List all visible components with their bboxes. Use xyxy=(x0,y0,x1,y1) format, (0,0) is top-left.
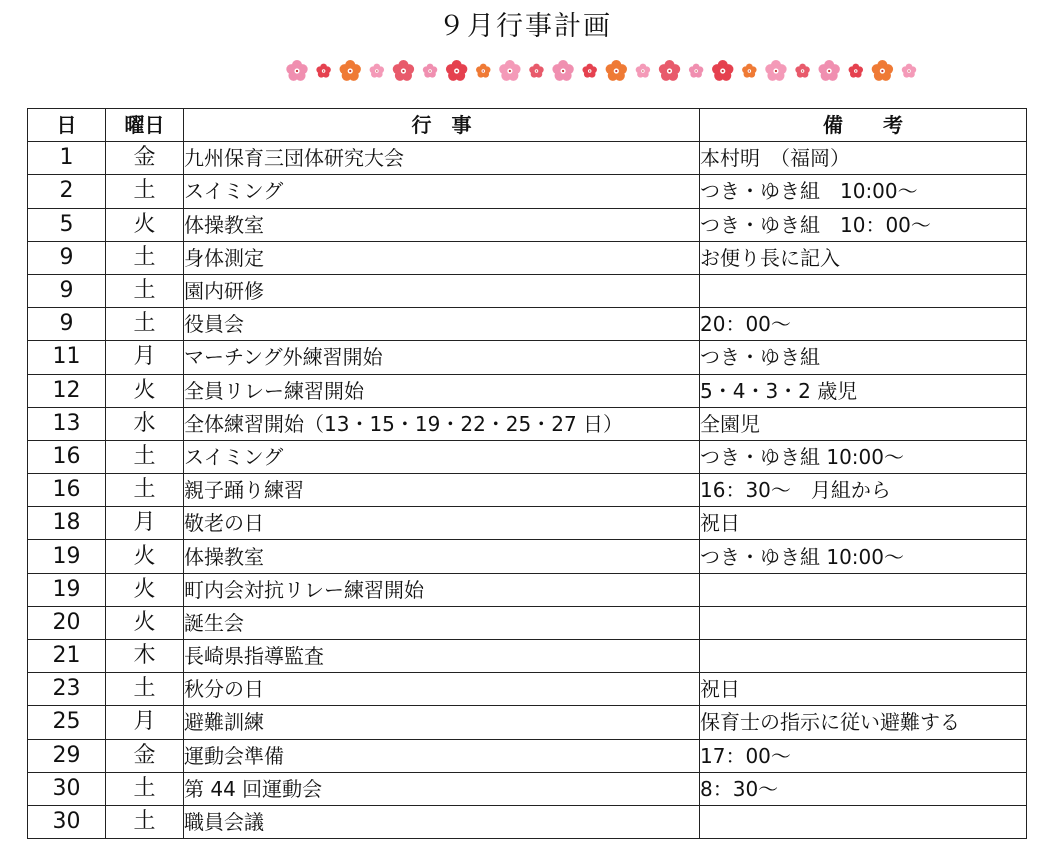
event-schedule-table xyxy=(27,108,1027,839)
cell-day-of-week: 火 xyxy=(106,606,184,639)
cell-day-of-week: 木 xyxy=(106,640,184,673)
cell-day: 2 xyxy=(28,175,106,208)
cell-day: 9 xyxy=(28,274,106,307)
cell-day: 9 xyxy=(28,308,106,341)
cell-day-of-week: 土 xyxy=(106,805,184,838)
flower-icon xyxy=(712,60,733,81)
flower-icon xyxy=(818,60,839,81)
table-row xyxy=(28,573,1027,606)
cell-day: 1 xyxy=(28,142,106,175)
cell-day-of-week: 火 xyxy=(106,374,184,407)
cell-day-of-week: 土 xyxy=(106,474,184,507)
cell-day: 25 xyxy=(28,706,106,739)
cell-event: 秋分の日 xyxy=(184,673,700,706)
cell-day-of-week: 土 xyxy=(106,308,184,341)
cell-event: 第 44 回運動会 xyxy=(184,772,700,805)
cell-day: 29 xyxy=(28,739,106,772)
table-row xyxy=(28,739,1027,772)
flower-icon xyxy=(446,60,467,81)
cell-day-of-week: 土 xyxy=(106,440,184,473)
flower-icon xyxy=(316,64,330,78)
flower-icon xyxy=(393,60,414,81)
cell-event: 九州保育三団体研究大会 xyxy=(184,142,700,175)
cell-note: 祝日 xyxy=(700,673,1027,706)
cell-day-of-week: 火 xyxy=(106,208,184,241)
cell-day: 16 xyxy=(28,474,106,507)
cell-note: お便り長に記入 xyxy=(700,241,1027,274)
table-row xyxy=(28,706,1027,739)
cell-day: 5 xyxy=(28,208,106,241)
cell-event: 誕生会 xyxy=(184,606,700,639)
cell-event: 体操教室 xyxy=(184,540,700,573)
flower-icon xyxy=(849,64,863,78)
cell-event: 町内会対抗リレー練習開始 xyxy=(184,573,700,606)
flower-icon xyxy=(606,60,627,81)
cell-event: 全体練習開始（13・15・19・22・25・27 日） xyxy=(184,407,700,440)
cell-note: 20：00～ xyxy=(700,308,1027,341)
cell-note: 保育士の指示に従い避難する xyxy=(700,706,1027,739)
table-row xyxy=(28,374,1027,407)
cell-event: 長崎県指導監査 xyxy=(184,640,700,673)
table-row xyxy=(28,440,1027,473)
cell-note: つき・ゆき組 xyxy=(700,341,1027,374)
table-row xyxy=(28,772,1027,805)
cell-day-of-week: 月 xyxy=(106,706,184,739)
cell-day: 16 xyxy=(28,440,106,473)
cell-note: つき・ゆき組 10:00～ xyxy=(700,540,1027,573)
cell-day-of-week: 土 xyxy=(106,274,184,307)
flower-icon xyxy=(765,60,786,81)
table-row xyxy=(28,208,1027,241)
cell-event: 職員会議 xyxy=(184,805,700,838)
cell-event: スイミング xyxy=(184,175,700,208)
flower-icon xyxy=(476,64,490,78)
flower-icon xyxy=(552,60,573,81)
cell-day-of-week: 月 xyxy=(106,341,184,374)
header-day: 日 xyxy=(28,109,106,142)
flower-icon xyxy=(286,60,307,81)
cell-event: 避難訓練 xyxy=(184,706,700,739)
table-row xyxy=(28,640,1027,673)
cell-day-of-week: 水 xyxy=(106,407,184,440)
table-row xyxy=(28,606,1027,639)
page-title: ９月行事計画 xyxy=(438,11,612,42)
table-row xyxy=(28,241,1027,274)
cell-day-of-week: 金 xyxy=(106,739,184,772)
cell-day-of-week: 火 xyxy=(106,573,184,606)
flower-icon xyxy=(902,64,916,78)
cell-note: 全園児 xyxy=(700,407,1027,440)
cell-event: スイミング xyxy=(184,440,700,473)
flower-icon xyxy=(340,60,361,81)
cell-day: 13 xyxy=(28,407,106,440)
cell-note: 16：30～ 月組から xyxy=(700,474,1027,507)
flower-border xyxy=(283,56,923,88)
cell-event: 役員会 xyxy=(184,308,700,341)
cell-event: 体操教室 xyxy=(184,208,700,241)
cell-event: 全員リレー練習開始 xyxy=(184,374,700,407)
table-row xyxy=(28,308,1027,341)
table-row xyxy=(28,407,1027,440)
flower-icon xyxy=(742,64,756,78)
cell-event: 親子踊り練習 xyxy=(184,474,700,507)
cell-day: 19 xyxy=(28,540,106,573)
cell-day-of-week: 金 xyxy=(106,142,184,175)
cell-note xyxy=(700,274,1027,307)
cell-note: 祝日 xyxy=(700,507,1027,540)
table-row xyxy=(28,507,1027,540)
cell-note: つき・ゆき組 10:00～ xyxy=(700,175,1027,208)
cell-day: 23 xyxy=(28,673,106,706)
cell-event: 身体測定 xyxy=(184,241,700,274)
cell-note: 8：30～ xyxy=(700,772,1027,805)
table-header-row xyxy=(28,109,1027,142)
flower-icon xyxy=(659,60,680,81)
cell-day: 30 xyxy=(28,772,106,805)
flower-icon xyxy=(370,64,384,78)
table-row xyxy=(28,175,1027,208)
table-row xyxy=(28,341,1027,374)
cell-event: 敬老の日 xyxy=(184,507,700,540)
cell-note xyxy=(700,640,1027,673)
flower-icon xyxy=(636,64,650,78)
cell-day-of-week: 月 xyxy=(106,507,184,540)
cell-day: 9 xyxy=(28,241,106,274)
cell-note: 17：00～ xyxy=(700,739,1027,772)
cell-note: 5・4・3・2 歳児 xyxy=(700,374,1027,407)
cell-day: 30 xyxy=(28,805,106,838)
cell-day-of-week: 火 xyxy=(106,540,184,573)
cell-day: 12 xyxy=(28,374,106,407)
cell-event: 園内研修 xyxy=(184,274,700,307)
cell-day-of-week: 土 xyxy=(106,175,184,208)
table-row xyxy=(28,805,1027,838)
cell-day: 21 xyxy=(28,640,106,673)
header-event: 行 事 xyxy=(184,109,700,142)
flower-icon xyxy=(529,64,543,78)
flower-icon xyxy=(872,60,893,81)
cell-note xyxy=(700,573,1027,606)
flower-icon xyxy=(582,64,596,78)
cell-day-of-week: 土 xyxy=(106,241,184,274)
table-row xyxy=(28,142,1027,175)
cell-note: 本村明 （福岡） xyxy=(700,142,1027,175)
cell-day: 18 xyxy=(28,507,106,540)
flower-icon xyxy=(499,60,520,81)
cell-note: つき・ゆき組 10：00～ xyxy=(700,208,1027,241)
cell-event: マーチング外練習開始 xyxy=(184,341,700,374)
table-body xyxy=(28,142,1027,839)
cell-note: つき・ゆき組 10:00～ xyxy=(700,440,1027,473)
cell-note xyxy=(700,606,1027,639)
cell-day: 19 xyxy=(28,573,106,606)
header-day-of-week: 曜日 xyxy=(106,109,184,142)
cell-note xyxy=(700,805,1027,838)
flower-icon xyxy=(423,64,437,78)
cell-day: 20 xyxy=(28,606,106,639)
header-note: 備 考 xyxy=(700,109,1027,142)
table-row xyxy=(28,540,1027,573)
cell-day-of-week: 土 xyxy=(106,772,184,805)
table-row xyxy=(28,274,1027,307)
cell-day: 11 xyxy=(28,341,106,374)
flower-icon xyxy=(689,64,703,78)
table-row xyxy=(28,673,1027,706)
flower-icon xyxy=(795,64,809,78)
cell-day-of-week: 土 xyxy=(106,673,184,706)
table-row xyxy=(28,474,1027,507)
cell-event: 運動会準備 xyxy=(184,739,700,772)
